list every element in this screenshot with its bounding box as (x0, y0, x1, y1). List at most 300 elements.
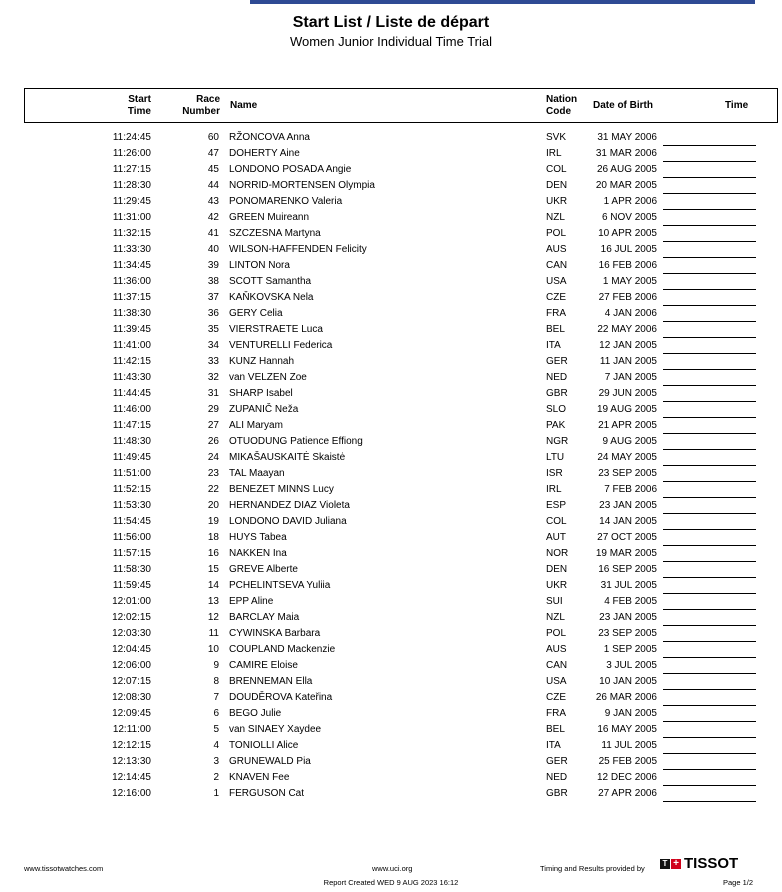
table-row (0, 242, 782, 258)
date-of-birth: 7 FEB 2006 (604, 484, 657, 495)
nation-code: AUS (546, 244, 567, 255)
time-entry-line (663, 370, 756, 386)
date-of-birth: 23 JAN 2005 (599, 500, 657, 511)
race-number: 27 (207, 420, 219, 431)
rider-name: VIERSTRAETE Luca (229, 324, 323, 335)
table-row (0, 370, 782, 386)
start-time: 11:46:00 (112, 404, 151, 415)
table-row (0, 338, 782, 354)
nation-code: IRL (546, 484, 562, 495)
table-row (0, 786, 782, 802)
rider-name: LINTON Nora (229, 260, 290, 271)
date-of-birth: 16 SEP 2005 (598, 564, 657, 575)
time-entry-line (663, 482, 756, 498)
race-number: 3 (213, 756, 219, 767)
race-number: 26 (207, 436, 219, 447)
rider-name: TAL Maayan (229, 468, 285, 479)
start-time: 12:07:15 (112, 676, 151, 687)
race-number: 44 (207, 180, 219, 191)
header-start-time-line1: Start (128, 94, 151, 105)
start-time: 11:51:00 (112, 468, 151, 479)
nation-code: USA (546, 276, 567, 287)
table-row (0, 546, 782, 562)
start-time: 11:59:45 (112, 580, 151, 591)
start-time: 12:01:00 (112, 596, 151, 607)
race-number: 32 (207, 372, 219, 383)
time-entry-line (663, 210, 756, 226)
time-entry-line (663, 146, 756, 162)
time-entry-line (663, 578, 756, 594)
date-of-birth: 26 AUG 2005 (596, 164, 657, 175)
date-of-birth: 23 SEP 2005 (598, 628, 657, 639)
header-race-number-line2: Number (182, 106, 220, 117)
nation-code: FRA (546, 308, 566, 319)
time-entry-line (663, 594, 756, 610)
time-entry-line (663, 754, 756, 770)
nation-code: GER (546, 356, 568, 367)
start-time: 11:53:30 (112, 500, 151, 511)
date-of-birth: 31 MAY 2006 (597, 132, 657, 143)
race-number: 47 (207, 148, 219, 159)
rider-name: DOHERTY Aine (229, 148, 300, 159)
rider-name: van VELZEN Zoe (229, 372, 307, 383)
time-entry-line (663, 466, 756, 482)
nation-code: ESP (546, 500, 567, 511)
date-of-birth: 12 DEC 2006 (596, 772, 657, 783)
date-of-birth: 10 JAN 2005 (599, 676, 657, 687)
start-time: 11:24:45 (112, 132, 151, 143)
nation-code: NGR (546, 436, 569, 447)
race-number: 41 (207, 228, 219, 239)
table-header (24, 88, 778, 123)
time-entry-line (663, 386, 756, 402)
date-of-birth: 4 JAN 2006 (604, 308, 657, 319)
rider-name: EPP Aline (229, 596, 274, 607)
rider-name: PCHELINTSEVA Yuliia (229, 580, 331, 591)
race-number: 19 (207, 516, 219, 527)
time-entry-line (663, 690, 756, 706)
rider-name: GRUNEWALD Pia (229, 756, 311, 767)
start-time: 11:57:15 (112, 548, 151, 559)
table-row (0, 530, 782, 546)
start-time: 11:32:15 (112, 228, 151, 239)
time-entry-line (663, 610, 756, 626)
table-row (0, 274, 782, 290)
date-of-birth: 16 MAY 2005 (597, 724, 657, 735)
race-number: 33 (207, 356, 219, 367)
date-of-birth: 22 MAY 2006 (597, 324, 657, 335)
time-entry-line (663, 178, 756, 194)
start-time: 11:37:15 (112, 292, 151, 303)
race-number: 34 (207, 340, 219, 351)
date-of-birth: 31 MAR 2006 (595, 148, 657, 159)
rider-name: KNAVEN Fee (229, 772, 290, 783)
race-number: 9 (213, 660, 219, 671)
rider-name: GREVE Alberte (229, 564, 298, 575)
rider-name: BARCLAY Maia (229, 612, 300, 623)
rider-name: HUYS Tabea (229, 532, 287, 543)
date-of-birth: 7 JAN 2005 (604, 372, 657, 383)
nation-code: CZE (546, 692, 566, 703)
nation-code: NOR (546, 548, 569, 559)
start-time: 11:26:00 (112, 148, 151, 159)
race-number: 18 (207, 532, 219, 543)
nation-code: CAN (546, 660, 568, 671)
date-of-birth: 21 APR 2005 (598, 420, 657, 431)
race-number: 1 (213, 788, 219, 799)
nation-code: BEL (546, 724, 565, 735)
start-time: 11:56:00 (112, 532, 151, 543)
tissot-t-icon: T (660, 859, 670, 869)
nation-code: NED (546, 772, 568, 783)
rider-name: CAMIRE Eloise (229, 660, 298, 671)
nation-code: PAK (546, 420, 566, 431)
date-of-birth: 11 JAN 2005 (599, 356, 657, 367)
rider-name: BEGO Julie (229, 708, 282, 719)
time-entry-line (663, 322, 756, 338)
start-time: 12:03:30 (112, 628, 151, 639)
swiss-cross-icon: + (671, 859, 681, 869)
start-time: 11:34:45 (112, 260, 151, 271)
table-row (0, 434, 782, 450)
tissot-logo (660, 855, 738, 872)
time-entry-line (663, 274, 756, 290)
header-date-of-birth: Date of Birth (593, 100, 653, 111)
rider-name: OTUODUNG Patience Effiong (229, 436, 363, 447)
header-name: Name (230, 100, 258, 111)
table-row (0, 770, 782, 786)
date-of-birth: 24 MAY 2005 (597, 452, 657, 463)
start-time: 11:31:00 (112, 212, 151, 223)
rider-name: TONIOLLI Alice (229, 740, 299, 751)
start-time: 11:58:30 (112, 564, 151, 575)
time-entry-line (663, 306, 756, 322)
time-entry-line (663, 706, 756, 722)
start-time: 12:06:00 (112, 660, 151, 671)
start-time: 11:28:30 (112, 180, 151, 191)
nation-code: POL (546, 228, 567, 239)
start-time: 11:52:15 (112, 484, 151, 495)
footer-provided-by: Timing and Results provided by (540, 864, 645, 873)
start-time: 12:12:15 (112, 740, 151, 751)
time-entry-line (663, 722, 756, 738)
table-row (0, 642, 782, 658)
table-row (0, 578, 782, 594)
table-row (0, 210, 782, 226)
date-of-birth: 4 FEB 2005 (604, 596, 657, 607)
date-of-birth: 27 FEB 2006 (598, 292, 657, 303)
rider-name: WILSON-HAFFENDEN Felicity (229, 244, 367, 255)
nation-code: FRA (546, 708, 566, 719)
table-row (0, 482, 782, 498)
race-number: 5 (213, 724, 219, 735)
table-row (0, 178, 782, 194)
time-entry-line (663, 738, 756, 754)
nation-code: AUS (546, 644, 567, 655)
rider-name: HERNANDEZ DIAZ Violeta (229, 500, 350, 511)
date-of-birth: 16 JUL 2005 (600, 244, 657, 255)
race-number: 24 (207, 452, 219, 463)
header-race-number (175, 94, 220, 118)
time-entry-line (663, 162, 756, 178)
date-of-birth: 19 AUG 2005 (596, 404, 657, 415)
rider-name: LONDONO DAVID Juliana (229, 516, 347, 527)
race-number: 16 (207, 548, 219, 559)
date-of-birth: 3 JUL 2005 (606, 660, 657, 671)
header-race-number-line1: Race (196, 94, 220, 105)
rider-name: KAŇKOVSKA Nela (229, 292, 314, 303)
date-of-birth: 31 JUL 2005 (600, 580, 657, 591)
rider-name: SHARP Isabel (229, 388, 293, 399)
start-time: 11:49:45 (112, 452, 151, 463)
date-of-birth: 9 AUG 2005 (602, 436, 657, 447)
rider-name: NAKKEN Ina (229, 548, 287, 559)
nation-code: ITA (546, 340, 561, 351)
header-start-time-line2: Time (127, 106, 151, 117)
race-number: 13 (207, 596, 219, 607)
start-time: 11:39:45 (112, 324, 151, 335)
time-entry-line (663, 226, 756, 242)
nation-code: COL (546, 164, 567, 175)
page-subtitle: Women Junior Individual Time Trial (289, 34, 493, 49)
start-time: 12:04:45 (112, 644, 151, 655)
start-time: 11:48:30 (112, 436, 151, 447)
date-of-birth: 1 SEP 2005 (603, 644, 657, 655)
date-of-birth: 27 OCT 2005 (597, 532, 657, 543)
date-of-birth: 25 FEB 2005 (598, 756, 657, 767)
race-number: 43 (207, 196, 219, 207)
page-title: Start List / Liste de départ (292, 14, 490, 31)
rider-name: ALI Maryam (229, 420, 283, 431)
table-row (0, 322, 782, 338)
time-entry-line (663, 770, 756, 786)
nation-code: NZL (546, 212, 565, 223)
nation-code: CZE (546, 292, 566, 303)
start-time: 11:41:00 (112, 340, 151, 351)
race-number: 36 (207, 308, 219, 319)
nation-code: CAN (546, 260, 568, 271)
date-of-birth: 23 JAN 2005 (599, 612, 657, 623)
rider-name: RŽONCOVA Anna (229, 132, 310, 143)
nation-code: BEL (546, 324, 565, 335)
start-time: 11:33:30 (112, 244, 151, 255)
race-number: 35 (207, 324, 219, 335)
header-time: Time (725, 100, 749, 111)
time-entry-line (663, 434, 756, 450)
time-entry-line (663, 258, 756, 274)
rider-name: LONDONO POSADA Angie (229, 164, 352, 175)
date-of-birth: 9 JAN 2005 (604, 708, 657, 719)
start-time: 11:29:45 (112, 196, 151, 207)
start-time: 11:36:00 (112, 276, 151, 287)
footer-tissot-url[interactable]: www.tissotwatches.com (24, 864, 104, 873)
table-row (0, 722, 782, 738)
date-of-birth: 16 FEB 2006 (598, 260, 657, 271)
table-row (0, 146, 782, 162)
time-entry-line (663, 658, 756, 674)
race-number: 11 (208, 628, 219, 639)
table-row (0, 658, 782, 674)
rider-name: VENTURELLI Federica (229, 340, 333, 351)
table-row (0, 626, 782, 642)
nation-code: POL (546, 628, 567, 639)
start-time: 11:54:45 (112, 516, 151, 527)
table-row (0, 706, 782, 722)
table-row (0, 594, 782, 610)
rider-name: KUNZ Hannah (229, 356, 295, 367)
race-number: 12 (207, 612, 219, 623)
rider-name: COUPLAND Mackenzie (229, 644, 336, 655)
rider-name: CYWINSKA Barbara (229, 628, 321, 639)
nation-code: NED (546, 372, 568, 383)
nation-code: SLO (546, 404, 567, 415)
race-number: 45 (207, 164, 219, 175)
nation-code: SUI (546, 596, 563, 607)
date-of-birth: 23 SEP 2005 (598, 468, 657, 479)
time-entry-line (663, 562, 756, 578)
start-time: 12:08:30 (112, 692, 151, 703)
table-row (0, 450, 782, 466)
nation-code: USA (546, 676, 567, 687)
table-row (0, 226, 782, 242)
rider-name: GREEN Muireann (229, 212, 310, 223)
race-number: 20 (207, 500, 219, 511)
rider-name: PONOMARENKO Valeria (229, 196, 343, 207)
nation-code: IRL (546, 148, 562, 159)
date-of-birth: 14 JAN 2005 (599, 516, 657, 527)
date-of-birth: 6 NOV 2005 (601, 212, 657, 223)
table-row (0, 690, 782, 706)
nation-code: COL (546, 516, 567, 527)
start-time: 11:44:45 (112, 388, 151, 399)
nation-code: ITA (546, 740, 561, 751)
time-entry-line (663, 242, 756, 258)
start-time: 11:27:15 (112, 164, 151, 175)
date-of-birth: 27 APR 2006 (598, 788, 657, 799)
header-nation-code-line1: Nation (546, 94, 578, 105)
time-entry-line (663, 546, 756, 562)
time-entry-line (663, 354, 756, 370)
date-of-birth: 10 APR 2005 (598, 228, 657, 239)
rider-name: DOUDĚROVA Kateřina (229, 692, 333, 703)
time-entry-line (663, 674, 756, 690)
race-number: 31 (207, 388, 219, 399)
date-of-birth: 1 MAY 2005 (602, 276, 657, 287)
nation-code: DEN (546, 180, 568, 191)
rider-name: BENEZET MINNS Lucy (229, 484, 334, 495)
time-entry-line (663, 450, 756, 466)
rider-name: SZCZESNA Martyna (229, 228, 321, 239)
date-of-birth: 19 MAR 2005 (595, 548, 657, 559)
table-row (0, 386, 782, 402)
table-row (0, 610, 782, 626)
time-entry-line (663, 418, 756, 434)
time-entry-line (663, 626, 756, 642)
table-row (0, 290, 782, 306)
nation-code: GER (546, 756, 568, 767)
rider-name: MIKAŠAUSKAITĖ Skaistė (229, 452, 346, 463)
table-row (0, 162, 782, 178)
nation-code: AUT (546, 532, 566, 543)
table-row (0, 562, 782, 578)
race-number: 10 (207, 644, 219, 655)
top-accent-bar (250, 0, 755, 4)
rider-name: ZUPANIČ Neža (229, 404, 299, 415)
time-entry-line (663, 290, 756, 306)
race-number: 6 (213, 708, 219, 719)
start-time: 12:16:00 (112, 788, 151, 799)
time-entry-line (663, 786, 756, 802)
table-row (0, 354, 782, 370)
table-row (0, 402, 782, 418)
nation-code: LTU (546, 452, 565, 463)
time-entry-line (663, 498, 756, 514)
tissot-logo-text: TISSOT (684, 855, 739, 872)
rider-name: BRENNEMAN Ella (229, 676, 313, 687)
table-row (0, 418, 782, 434)
time-entry-line (663, 338, 756, 354)
footer-page-number: Page 1/2 (723, 878, 754, 887)
rider-name: SCOTT Samantha (229, 276, 312, 287)
table-row (0, 498, 782, 514)
start-time: 12:13:30 (112, 756, 151, 767)
table-row (0, 258, 782, 274)
table-row (0, 514, 782, 530)
nation-code: UKR (546, 580, 568, 591)
header-nation-code (546, 94, 577, 118)
nation-code: UKR (546, 196, 568, 207)
race-number: 40 (207, 244, 219, 255)
date-of-birth: 12 JAN 2005 (599, 340, 657, 351)
header-nation-code-line2: Code (546, 106, 571, 117)
race-number: 15 (207, 564, 219, 575)
time-entry-line (663, 642, 756, 658)
footer-report-created: Report Created WED 9 AUG 2023 16:12 (323, 878, 459, 887)
nation-code: GBR (546, 788, 568, 799)
date-of-birth: 20 MAR 2005 (595, 180, 657, 191)
table-row (0, 738, 782, 754)
footer-uci-url[interactable]: www.uci.org (372, 864, 413, 873)
race-number: 60 (207, 132, 219, 143)
table-row (0, 674, 782, 690)
rider-name: GERY Celia (229, 308, 283, 319)
start-time: 11:47:15 (112, 420, 151, 431)
date-of-birth: 1 APR 2006 (603, 196, 657, 207)
race-number: 2 (213, 772, 219, 783)
nation-code: GBR (546, 388, 568, 399)
nation-code: ISR (546, 468, 563, 479)
rider-name: FERGUSON Cat (229, 788, 305, 799)
race-number: 14 (207, 580, 219, 591)
nation-code: NZL (546, 612, 565, 623)
rider-name: NORRID-MORTENSEN Olympia (229, 180, 375, 191)
race-number: 23 (207, 468, 219, 479)
race-number: 22 (207, 484, 219, 495)
table-row (0, 754, 782, 770)
nation-code: SVK (546, 132, 567, 143)
start-time: 11:38:30 (112, 308, 151, 319)
table-row (0, 466, 782, 482)
table-row (0, 306, 782, 322)
race-number: 38 (207, 276, 219, 287)
race-number: 7 (213, 692, 219, 703)
header-start-time (121, 94, 151, 118)
start-time: 12:09:45 (112, 708, 151, 719)
rider-name: van SINAEY Xaydee (229, 724, 322, 735)
time-entry-line (663, 530, 756, 546)
table-row (0, 194, 782, 210)
race-number: 8 (213, 676, 219, 687)
